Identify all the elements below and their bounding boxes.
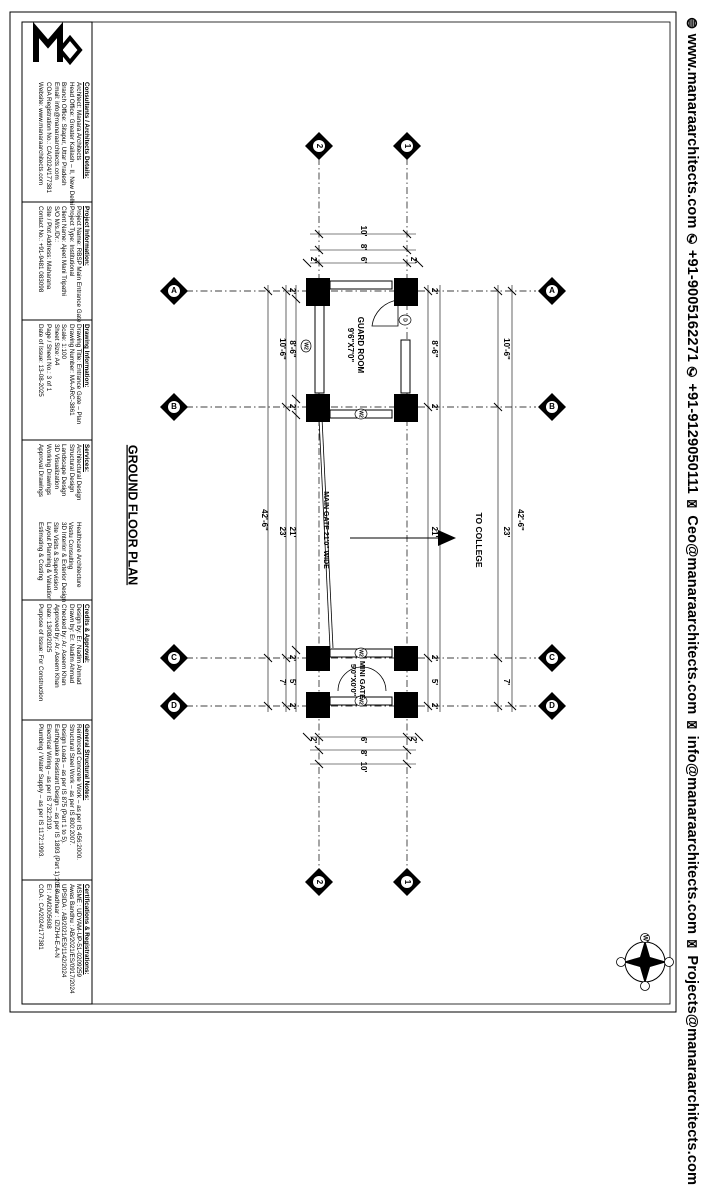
dim-mg: 5' (429, 678, 439, 686)
dim-bot-total: 10' (358, 761, 368, 773)
dim-col: 2' (429, 287, 439, 295)
dim-gr-total: 10'-6" (277, 338, 287, 360)
info-line: EI : AM2005608 (45, 884, 53, 929)
info-line: Structural Steel Work – as per IS 800:2007. (67, 724, 75, 846)
phone-icon: ✆ (686, 231, 698, 247)
info-line: Drawing Number: MA-ARC-3861 (67, 324, 75, 416)
grid-label-2: 2 (314, 143, 324, 149)
info-line: Approved by: Ar. Aseem Khan (52, 604, 60, 688)
info-line: E-Aadhaar : IZIZH4-E-A-N (52, 884, 60, 958)
info-line: MSME : UDYAM-UP-51-0209259 (75, 884, 83, 977)
service-item: Architectural Design (75, 444, 83, 501)
info-line: Branch Office: Sitapur, Uttar Pradesh (60, 82, 68, 186)
project-section (37, 206, 90, 322)
email-info[interactable]: info@manaraarchitects.com (684, 735, 700, 935)
info-line: S/O M/s./Dr.: (52, 206, 60, 243)
info-line: Earthquake Resistant Design – as per IS 1893 (Part 1):2016. (52, 724, 60, 894)
services-section (37, 444, 90, 500)
dim-bot-mid: 8' (358, 749, 368, 757)
dim-gr-total: 10'-6" (501, 338, 511, 360)
dim-col: 2' (287, 654, 297, 662)
info-line: Project Type: Institutional (67, 206, 75, 277)
services-section-col2 (36, 522, 82, 602)
info-line: COA Registration No.: CA/2024/177381 (45, 82, 53, 193)
section-heading: General Structural Notes: (83, 724, 90, 801)
window-tag: W2 (302, 342, 309, 350)
grid-label-1: 1 (402, 879, 412, 885)
section-heading: Services: (83, 444, 90, 473)
section-heading: Drawing Information: (83, 324, 90, 388)
window-tag: W2 (357, 649, 364, 657)
info-line: Awas Bandhu : AB/2021/ES/0917/2024 (67, 884, 75, 994)
phone-2[interactable]: +91-9129050111 (684, 383, 700, 494)
main-gate-label: MAIN GATE 21'0" WIDE (322, 491, 330, 569)
grid-label-d: D (549, 701, 555, 711)
dim-col: 2' (429, 702, 439, 710)
dim-top-inner2: 6' (358, 256, 368, 264)
dim-col: 2' (287, 702, 297, 710)
dim-gate-total: 23' (277, 526, 287, 538)
service-item: Layout Planning & Valuation (44, 522, 52, 601)
grid-label-c: C (171, 653, 177, 663)
dim-overall: 42'-6" (515, 509, 525, 531)
window-tag: W2 (357, 410, 364, 418)
info-line: Design Loads – as per IS 875 (Part 1 to 5). (60, 724, 68, 844)
phone-icon: ✆ (686, 364, 698, 380)
info-line: Head Office: Greater Kailash – II, New Delhi (67, 82, 75, 206)
grid-label-a: A (549, 286, 555, 296)
guard-room-size: 9'6"X7'0" (345, 327, 355, 363)
grid-label-b: B (549, 402, 555, 412)
service-item: 3D Visualization (52, 444, 60, 490)
dim-mg: 5' (287, 678, 297, 686)
info-line: Design by: Er. Nadim Ahmad (75, 604, 83, 685)
dim-col: 2' (308, 736, 318, 744)
website-link[interactable]: www.manaraarchitects.com (684, 33, 700, 229)
dim-col: 2' (287, 403, 297, 411)
info-line: Scale: 1:100 (60, 324, 68, 360)
grid-label-c: C (549, 653, 555, 663)
info-line: UPSIDA : AB/2021/ES/1142/2024 (60, 884, 68, 978)
dim-col: 2' (308, 256, 318, 264)
info-line: Date: 13/08/2025 (45, 604, 53, 653)
dim-gate: 21' (429, 526, 439, 538)
info-line: Contact No.: +91-9481 083098 (37, 206, 45, 293)
mini-gate-size: 5'0"X0'0" (349, 663, 359, 697)
dim-gr: 8'-6" (429, 340, 439, 358)
mail-icon: ✉ (686, 936, 698, 952)
service-item: Site Visits & Supervision (52, 522, 60, 591)
grid-label-2: 2 (314, 879, 324, 885)
info-line: Page / Sheet No.: 3 of 1 (45, 324, 53, 392)
info-line: Date of Issue: 13-08-2025 (37, 324, 45, 397)
mail-icon: ✉ (686, 717, 698, 733)
section-heading: Credits & Approval: (83, 604, 90, 663)
service-item: 3D Interior & Exterior Design (59, 522, 67, 603)
section-heading: Certifications & Registrations: (83, 884, 90, 975)
to-college-label: TO COLLEGE (473, 512, 484, 568)
info-line: Plumbing / Water Supply – as per IS 1172:1993. (37, 724, 45, 859)
dim-bot-inner: 6' (358, 736, 368, 744)
dim-col: 2' (429, 654, 439, 662)
credits-section (37, 604, 90, 701)
service-item: Structural Design (67, 444, 75, 493)
dim-top-total: 10' (358, 225, 368, 237)
email-ceo[interactable]: Ceo@manaraarchitects.com (684, 515, 700, 715)
service-item: Working Drawings (45, 444, 53, 495)
window-tag: W2 (357, 697, 364, 705)
info-line: Client Name: Ajeet Mani Tripathi (60, 206, 68, 296)
info-line: Email: info@manaraarchitects.com (52, 82, 60, 180)
info-line: Website: www.manaraarchitects.com (37, 82, 45, 186)
drawing-section (37, 324, 90, 424)
section-heading: Project Information: (83, 206, 90, 266)
structural-notes-section (37, 724, 90, 894)
info-line: Purpose of Issue: For Construction (37, 604, 45, 702)
compass-n-label: W (641, 934, 649, 942)
consultant-section (37, 82, 90, 205)
dim-gr: 8'-6" (287, 340, 297, 358)
dim-col: 2' (287, 287, 297, 295)
info-line: Drawn by: Er. Nadim Ahmad (67, 604, 75, 684)
door-tag: D (401, 318, 408, 322)
dim-top-inner: 8' (358, 243, 368, 251)
service-item: Healthcare Architecture (75, 522, 82, 588)
info-line: Site / Plot Address: Maharana (45, 206, 53, 290)
mail-icon: ✉ (686, 496, 698, 512)
info-line: Drawing Title: Entrance Gate – Plan (75, 324, 83, 425)
service-item: Estimating & Costing (37, 522, 45, 581)
dim-col: 2' (408, 736, 418, 744)
grid-label-1: 1 (402, 143, 412, 149)
grid-label-b: B (171, 402, 177, 412)
grid-label-a: A (171, 286, 177, 296)
service-item: Vastu Consulting (67, 522, 75, 570)
dim-gate-total: 23' (501, 526, 511, 538)
info-line: Project Name: RBSP Main Entrance Gate (75, 206, 83, 323)
dim-col: 2' (408, 256, 418, 264)
dim-mg-total: 7' (501, 678, 511, 686)
section-heading: Consultants / Architects Details: (83, 82, 90, 179)
guard-room-label: GUARD ROOM (355, 316, 365, 374)
info-line: COA : CA/2024/177381 (37, 884, 45, 950)
dim-col: 2' (429, 403, 439, 411)
info-line: Checked by: Ar. Aseem Khan (60, 604, 68, 686)
info-line: Architect: Manara Architects (75, 82, 83, 161)
contact-strip (684, 16, 700, 1185)
service-item: Approval Drawings (37, 444, 45, 497)
info-line: Electrical Wiring – as per IS 732:2019. (45, 724, 53, 832)
mini-gate-label: MINI GATE (358, 660, 368, 700)
email-projects[interactable]: Projects@manaraarchitects.com (684, 955, 700, 1185)
phone-1[interactable]: +91-9005162271 (684, 249, 700, 363)
plan-title: GROUND FLOOR PLAN (125, 444, 140, 586)
dim-mg-total: 7' (277, 678, 287, 686)
globe-icon: ◍ (686, 14, 698, 30)
info-line: Sheet Size: A4 (52, 324, 60, 366)
info-line: Reinforced Concrete Work – as per IS 456:2000. (75, 724, 83, 861)
certifications-section (37, 884, 90, 993)
service-item: Landscape Design (60, 444, 68, 497)
dim-gate: 21' (287, 526, 297, 538)
grid-label-d: D (171, 701, 177, 711)
dim-overall: 42'-6" (259, 509, 269, 531)
